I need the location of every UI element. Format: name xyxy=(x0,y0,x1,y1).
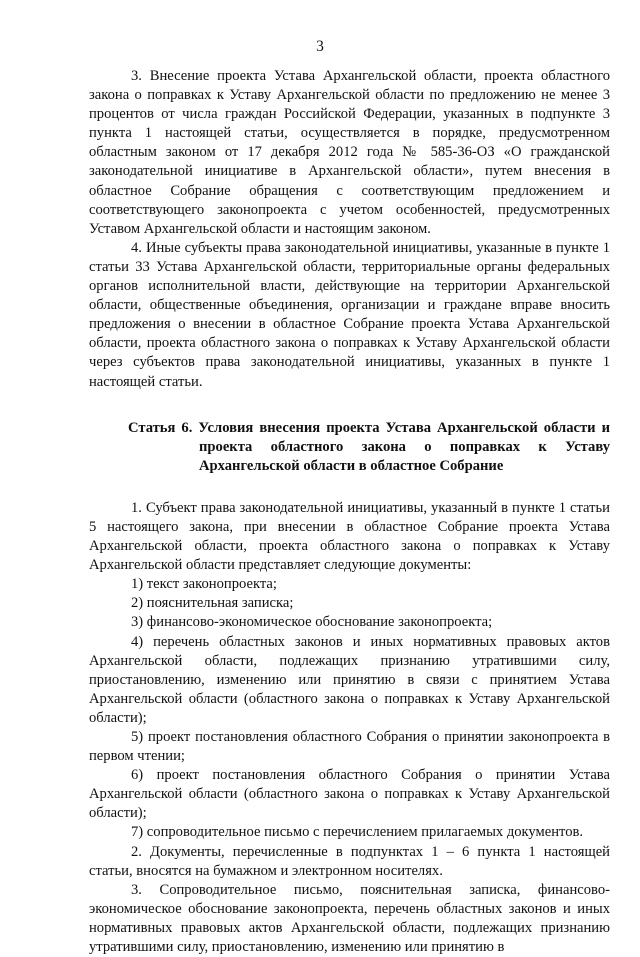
list-item: 4) перечень областных законов и иных нормативных правовых актов Архангельской области, подлежащих признанию утратившими силу, приостановлению, изменению или принятию в связи с принятием Устава Архангельской области (областного закона о поправках к Уставу Архангельской области); xyxy=(89,633,610,726)
document-body xyxy=(89,67,610,957)
page-number: 3 xyxy=(316,38,324,55)
list-item: 7) сопроводительное письмо с перечислением прилагаемых документов. xyxy=(131,824,584,841)
article-heading: Статья 6. Условия внесения проекта Устава Архангельской области и проекта областного закона о поправках к Уставу Архангельской области в областное Собрание xyxy=(128,419,610,474)
list-item: 6) проект постановления областного Собрания о принятии Устава Архангельской области (областного закона о поправках к Уставу Архангельской области); xyxy=(89,767,610,822)
list-item: 3) финансово-экономическое обоснование законопроекта; xyxy=(131,614,493,631)
paragraph: 2. Документы, перечисленные в подпунктах 1 – 6 пункта 1 настоящей статьи, вносятся на бумажном и электронном носителях. xyxy=(89,843,610,879)
list-item: 5) проект постановления областного Собрания о принятии законопроекта в первом чтении; xyxy=(89,729,610,765)
list-item: 1) текст законопроекта; xyxy=(131,576,277,593)
paragraph: 1. Субъект права законодательной инициативы, указанный в пункте 1 статьи 5 настоящего закона, при внесении в областное Собрание проекта Устава Архангельской области, проекта областного закона о поправках к Уставу Архангельской области представляет следующие документы: xyxy=(89,499,610,574)
list-item: 2) пояснительная записка; xyxy=(131,595,294,612)
paragraph: 4. Иные субъекты права законодательной инициативы, указанные в пункте 1 статьи 33 Устава Архангельской области, территориальные органы федеральных органов исполнительной власти, действующие на территории Архангельской области, общественные объединения, организации и граждане вправе вносить предложения о внесении в областное Собрание проекта Устава Архангельской области, проекта областного закона о поправках к Уставу Архангельской области через субъектов права законодательной инициативы, указанных в пункте 1 настоящей статьи. xyxy=(89,239,610,390)
paragraph: 3. Сопроводительное письмо, пояснительная записка, финансово-экономическое обоснование законопроекта, перечень областных законов и иных нормативных правовых актов Архангельской области, подлежащих признанию утратившими силу, приостановлению, изменению или принятию в xyxy=(89,881,610,956)
paragraph: 3. Внесение проекта Устава Архангельской области, проекта областного закона о поправках к Уставу Архангельской области по предложению не менее 3 процентов от числа граждан Российской Федерации, указанных в подпункте 3 пункта 1 настоящей статьи, осуществляется в порядке, предусмотренном областным законом от 17 декабря 2012 года № 585-36-ОЗ «О гражданской законодательной инициативе в Архангельской области», путем внесения в областное Собрание обращения с соответствующим предложением и соответствующего законопроекта с учетом особенностей, предусмотренных Уставом Архангельской области и настоящим законом. xyxy=(89,68,610,237)
